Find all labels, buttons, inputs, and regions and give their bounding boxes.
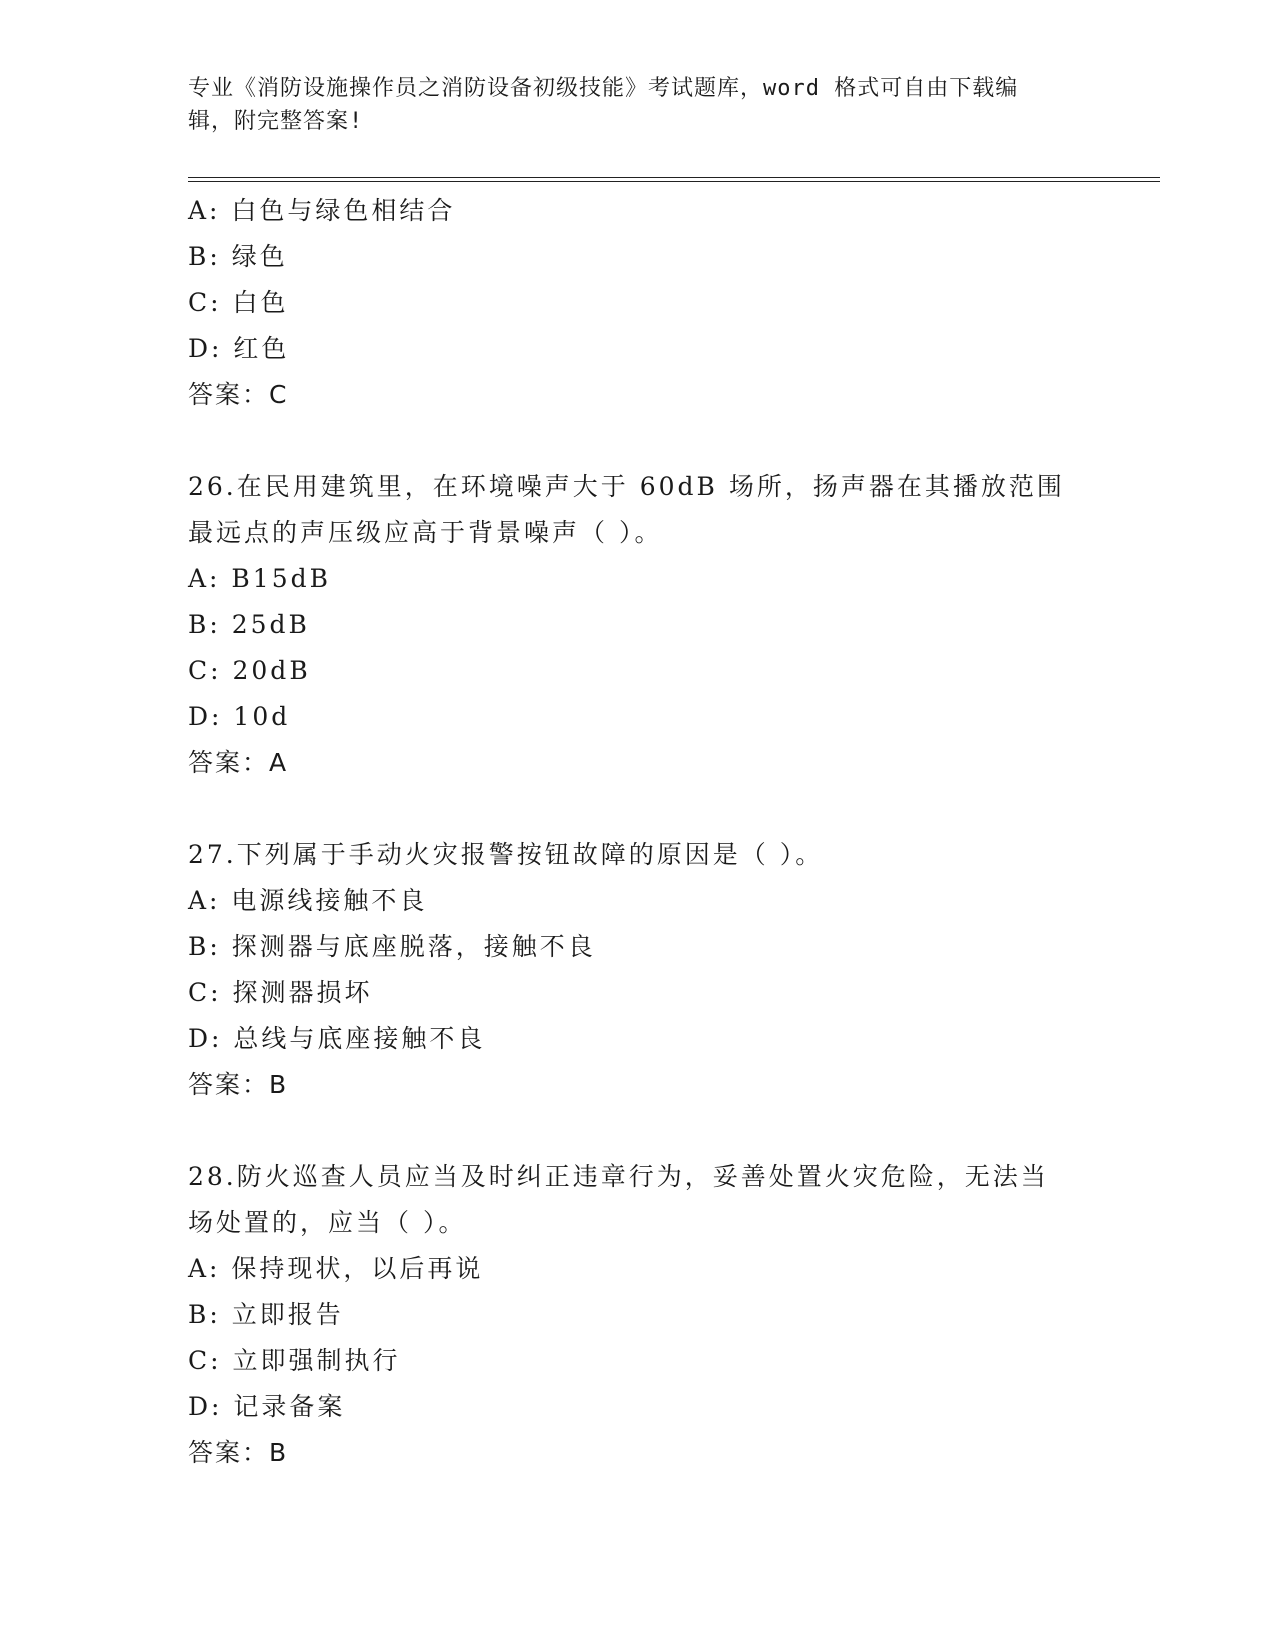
option-c: C: 白色 xyxy=(188,288,289,317)
question-stem: 场处置的，应当（ ）。 xyxy=(188,1208,467,1237)
option-d: D: 记录备案 xyxy=(188,1392,346,1421)
option-c: C: 20dB xyxy=(188,656,311,685)
answer: 答案：B xyxy=(188,1070,289,1099)
spacer xyxy=(188,418,1088,464)
option-a: A: 电源线接触不良 xyxy=(188,886,428,915)
answer: 答案：A xyxy=(188,748,289,777)
question-list xyxy=(188,188,1088,1476)
question-stem: 26.在民用建筑里，在环境噪声大于 60dB 场所，扬声器在其播放范围 xyxy=(188,472,1065,501)
answer: 答案：B xyxy=(188,1438,289,1467)
option-a: A: 白色与绿色相结合 xyxy=(188,196,456,225)
spacer xyxy=(188,1108,1088,1154)
question-26 xyxy=(188,464,1088,786)
document-intro xyxy=(188,72,1088,138)
question-25-continued xyxy=(188,188,1088,418)
option-a: A: 保持现状，以后再说 xyxy=(188,1254,484,1283)
question-stem: 27.下列属于手动火灾报警按钮故障的原因是（ ）。 xyxy=(188,840,824,869)
option-d: D: 红色 xyxy=(188,334,290,363)
option-c: C: 立即强制执行 xyxy=(188,1346,401,1375)
option-a: A: B15dB xyxy=(188,564,331,593)
option-b: B: 探测器与底座脱落，接触不良 xyxy=(188,932,596,961)
option-b: B: 立即报告 xyxy=(188,1300,344,1329)
intro-line-2: 辑，附完整答案! xyxy=(188,109,364,134)
option-d: D: 总线与底座接触不良 xyxy=(188,1024,486,1053)
option-d: D: 10d xyxy=(188,702,291,731)
option-b: B: 绿色 xyxy=(188,242,288,271)
option-b: B: 25dB xyxy=(188,610,310,639)
intro-line-1: 专业《消防设施操作员之消防设备初级技能》考试题库，word 格式可自由下载编 xyxy=(188,76,1019,101)
answer: 答案：C xyxy=(188,380,289,409)
question-stem: 最远点的声压级应高于背景噪声（ ）。 xyxy=(188,518,663,547)
header-divider xyxy=(188,177,1160,182)
question-27 xyxy=(188,832,1088,1108)
spacer xyxy=(188,786,1088,832)
option-c: C: 探测器损坏 xyxy=(188,978,373,1007)
question-28 xyxy=(188,1154,1088,1476)
question-stem: 28.防火巡查人员应当及时纠正违章行为，妥善处置火灾危险，无法当 xyxy=(188,1162,1049,1191)
